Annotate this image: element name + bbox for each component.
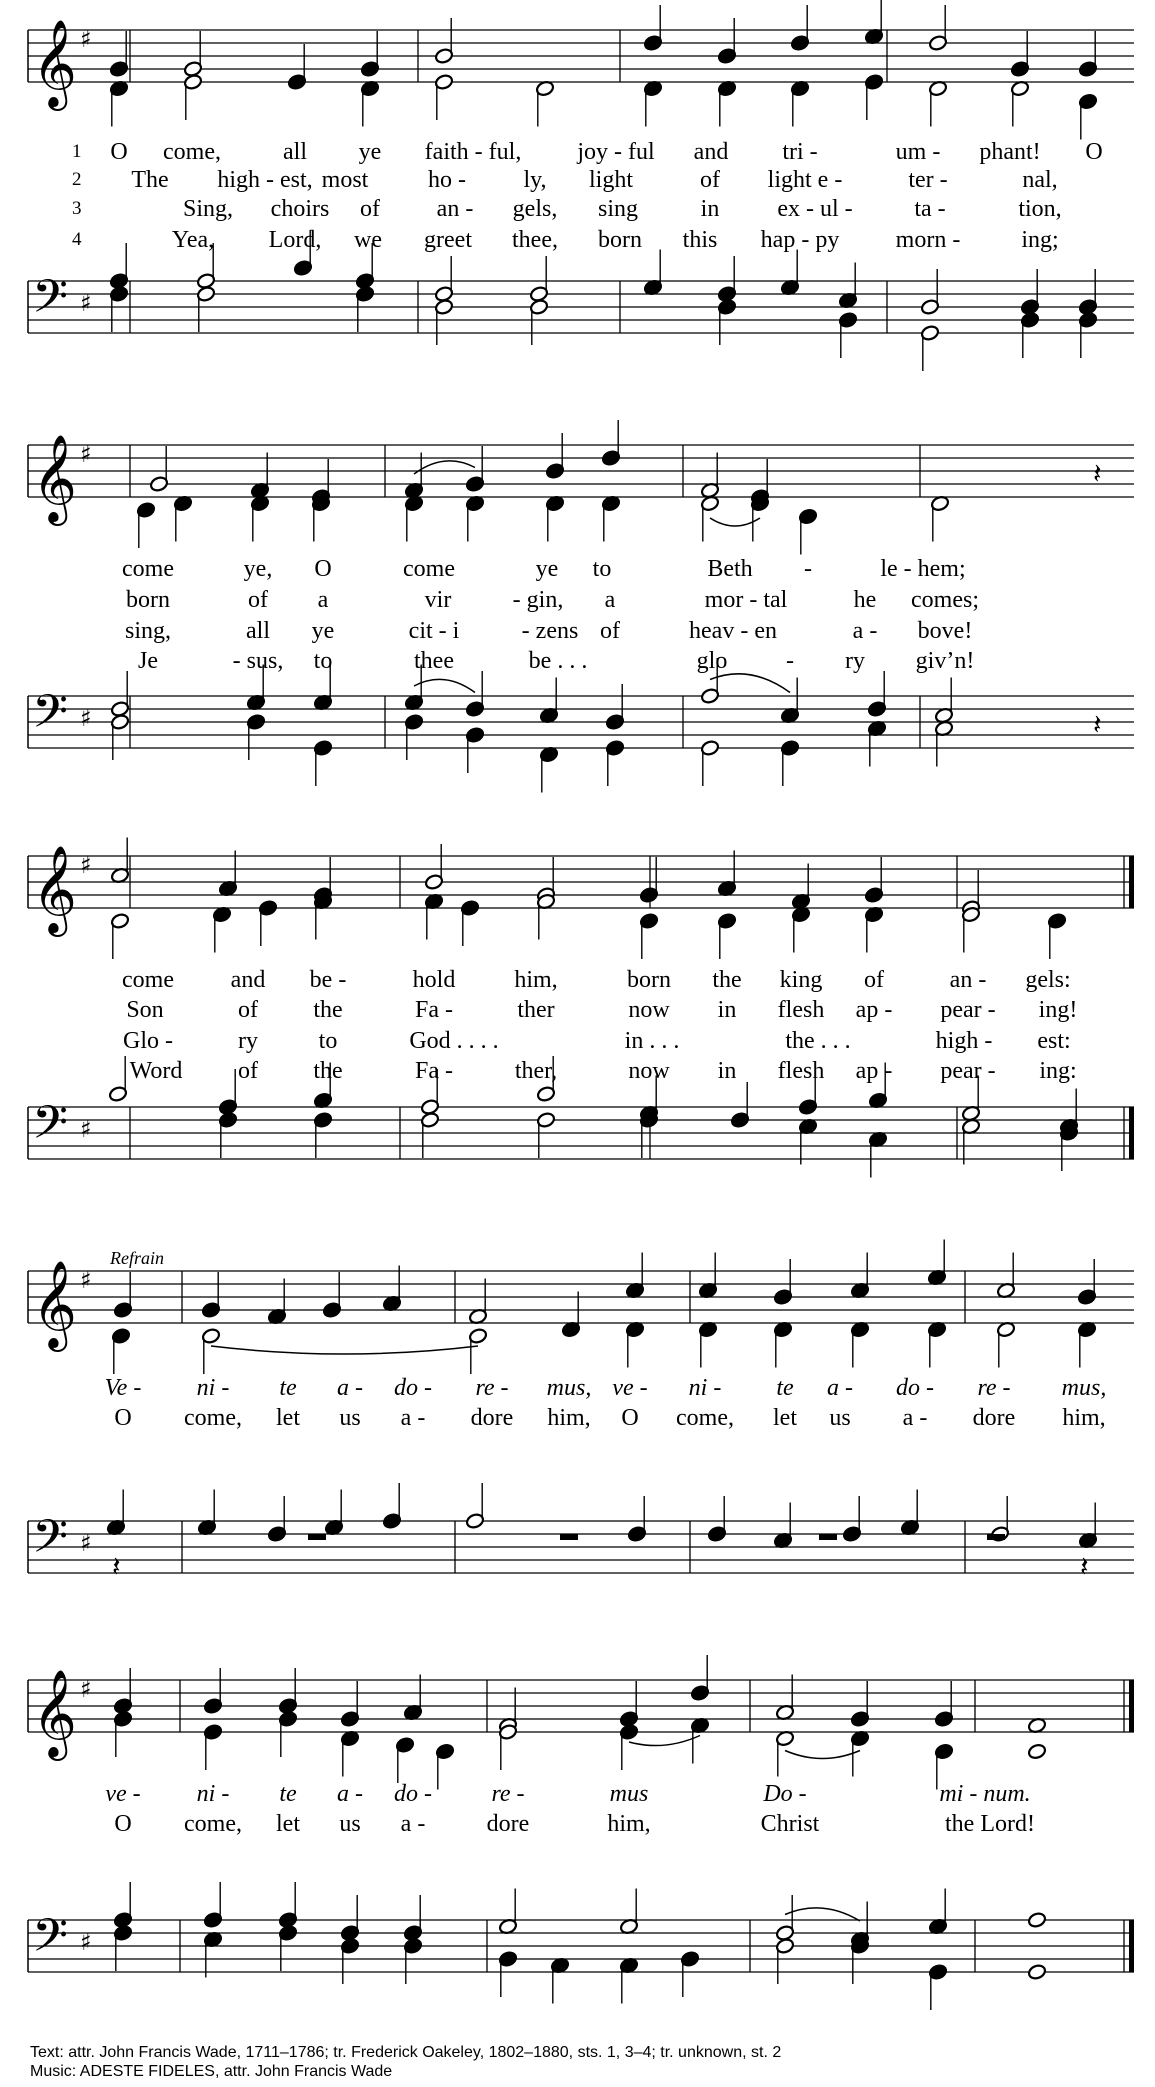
lyric-syllable: ing! — [1038, 997, 1078, 1023]
note-head — [1027, 1743, 1047, 1760]
lyric-syllable: ther — [517, 997, 555, 1023]
lyric-syllable: an - — [949, 967, 987, 993]
final-barline-thick — [1129, 1680, 1134, 1732]
refrain-label: Refrain — [110, 1248, 164, 1268]
lyric-syllable: te — [279, 1781, 297, 1807]
lyric-syllable: come, — [184, 1811, 242, 1837]
lyric-syllable: a - — [902, 1405, 928, 1431]
lyric-syllable: the Lord! — [945, 1811, 1035, 1837]
lyric-syllable: let — [276, 1811, 300, 1837]
lyric-syllable: est: — [1037, 1028, 1071, 1054]
lyric-syllable: ye — [358, 139, 382, 165]
whole-rest-icon — [560, 1534, 578, 1540]
lyric-syllable: mus — [609, 1781, 649, 1807]
stanza-number-3: 3 — [72, 198, 82, 219]
key-signature-sharp-icon: ♯ — [80, 1928, 92, 1956]
lyric-syllable: in — [717, 1058, 737, 1084]
whole-rest-icon — [819, 1534, 837, 1540]
lyric-syllable: ni - — [688, 1375, 722, 1401]
slur — [211, 1346, 478, 1354]
lyric-syllable: do - — [394, 1781, 432, 1807]
lyric-syllable: comes; — [911, 587, 979, 613]
lyric-syllable: O — [621, 1405, 639, 1431]
lyric-syllable: let — [276, 1405, 300, 1431]
lyric-syllable: - gin, — [512, 587, 564, 613]
lyric-syllable: tri - — [782, 139, 818, 165]
stanza-number-2: 2 — [72, 169, 82, 190]
lyric-syllable: le - hem; — [880, 556, 966, 582]
lyric-syllable: this — [682, 227, 718, 253]
lyric-syllable: O — [1085, 139, 1103, 165]
lyric-syllable: ap - — [855, 1058, 893, 1084]
lyric-syllable: - sus, — [232, 648, 284, 674]
lyric-syllable: of — [864, 967, 884, 993]
treble-clef-icon: 𝄞 — [32, 1668, 77, 1757]
lyric-syllable: to — [318, 1028, 338, 1054]
lyric-syllable: of — [238, 997, 258, 1023]
lyric-syllable: ye — [311, 618, 335, 644]
lyric-syllable: come, — [163, 139, 221, 165]
lyric-syllable: Fa - — [415, 997, 453, 1023]
lyric-syllable: of — [600, 618, 620, 644]
bass-clef-icon: 𝄢 — [32, 270, 69, 335]
key-signature-sharp-icon: ♯ — [80, 1115, 92, 1143]
lyric-syllable: and — [693, 139, 729, 165]
lyric-syllable: vir — [424, 587, 452, 613]
lyric-syllable: ni - — [196, 1375, 230, 1401]
lyric-syllable: te — [776, 1375, 794, 1401]
lyric-syllable: Beth — [707, 556, 753, 582]
lyric-syllable: te — [279, 1375, 297, 1401]
lyric-syllable: him, — [547, 1405, 591, 1431]
lyric-syllable: flesh — [777, 997, 825, 1023]
lyric-syllable: um - — [895, 139, 941, 165]
credits — [30, 2043, 781, 2081]
lyric-syllable: ap - — [855, 997, 893, 1023]
lyric-syllable: Lord, — [268, 227, 322, 253]
stanza-number-1: 1 — [72, 141, 82, 162]
music-credit: Music: ADESTE FIDELES, attr. John Francis Wade — [30, 2063, 393, 2080]
lyric-syllable: thee, — [512, 227, 558, 253]
lyric-syllable: in — [700, 196, 720, 222]
lyric-syllable: to — [313, 648, 333, 674]
lyric-syllable: O — [314, 556, 332, 582]
final-barline-thick — [1129, 1920, 1134, 1972]
lyric-syllable: dore — [972, 1405, 1016, 1431]
quarter-rest-icon: 𝄽 — [1093, 708, 1102, 741]
slur — [785, 1908, 860, 1921]
lyric-syllable: joy - ful — [577, 139, 655, 165]
lyric-syllable: the . . . — [785, 1028, 851, 1054]
whole-rest-icon — [987, 1534, 1005, 1540]
treble-clef-icon: 𝄞 — [32, 844, 77, 933]
lyric-syllable: king — [779, 967, 823, 993]
lyric-syllable: a - — [852, 618, 878, 644]
key-signature-sharp-icon: ♯ — [80, 851, 92, 879]
lyric-syllable: born — [126, 587, 170, 613]
lyric-syllable: a - — [400, 1811, 426, 1837]
final-barline-thick — [1129, 856, 1134, 908]
whole-rest-icon — [308, 1534, 326, 1540]
lyric-syllable: thee — [414, 648, 454, 674]
lyric-syllable: high - — [935, 1028, 993, 1054]
lyric-syllable: ve - — [612, 1375, 648, 1401]
lyric-syllable: gels, — [512, 196, 558, 222]
bass-clef-icon: 𝄢 — [32, 1096, 69, 1161]
lyric-syllable: high - est, — [217, 167, 313, 193]
lyric-syllable: he — [853, 587, 877, 613]
lyric-syllable: - — [804, 556, 812, 582]
lyric-syllable: and — [230, 967, 266, 993]
treble-clef-icon: 𝄞 — [32, 18, 77, 107]
lyric-syllable: dore — [470, 1405, 514, 1431]
lyric-syllable: ing: — [1039, 1058, 1077, 1084]
lyric-syllable: ve - — [105, 1781, 141, 1807]
key-signature-sharp-icon: ♯ — [80, 289, 92, 317]
lyric-syllable: ni - — [196, 1781, 230, 1807]
lyric-syllable: mus, — [546, 1375, 592, 1401]
lyric-syllable: come, — [676, 1405, 734, 1431]
lyric-syllable: re - — [977, 1375, 1011, 1401]
lyric-syllable: of — [238, 1058, 258, 1084]
lyric-syllable: Yea, — [171, 227, 215, 253]
lyric-syllable: heav - en — [689, 618, 777, 644]
lyric-syllable: us — [339, 1405, 361, 1431]
key-signature-sharp-icon: ♯ — [80, 704, 92, 732]
lyric-syllable: ry — [845, 648, 865, 674]
lyric-syllable: Glo - — [123, 1028, 173, 1054]
lyric-syllable: pear - — [940, 997, 996, 1023]
lyric-syllable: come — [403, 556, 455, 582]
lyric-syllable: The — [131, 167, 169, 193]
quarter-rest-icon: 𝄽 — [1080, 1550, 1089, 1583]
lyric-syllable: the — [712, 967, 742, 993]
text-credit: Text: attr. John Francis Wade, 1711–1786; tr. Frederick Oakeley, 1802–1880, sts. 1, 3–4; tr. unknown, st. 2 — [30, 2044, 782, 2061]
lyric-syllable: - — [786, 648, 794, 674]
lyric-syllable: light e - — [767, 167, 843, 193]
bass-clef-icon: 𝄢 — [32, 685, 69, 750]
lyric-syllable: us — [339, 1811, 361, 1837]
lyric-syllable: mi - num. — [939, 1781, 1031, 1807]
lyric-syllable: ho - — [428, 167, 466, 193]
lyric-syllable: of — [360, 196, 380, 222]
key-signature-sharp-icon: ♯ — [80, 1675, 92, 1703]
slur — [785, 1751, 860, 1759]
slur — [629, 1736, 700, 1746]
lyric-syllable: hap - py — [760, 227, 840, 253]
lyric-syllable: now — [628, 1058, 670, 1084]
lyric-syllable: of — [700, 167, 720, 193]
lyric-syllable: let — [773, 1405, 797, 1431]
lyric-syllable: be - — [309, 967, 347, 993]
lyric-syllable: phant! — [979, 139, 1041, 165]
lyric-syllable: the — [313, 1058, 343, 1084]
note-head — [1027, 1963, 1047, 1980]
key-signature-sharp-icon: ♯ — [80, 1529, 92, 1557]
lyric-syllable: bove! — [917, 618, 973, 644]
lyric-syllable: glo — [696, 648, 728, 674]
lyric-syllable: re - — [475, 1375, 509, 1401]
lyric-syllable: Je — [138, 648, 158, 674]
lyric-syllable: a - — [400, 1405, 426, 1431]
lyric-syllable: Fa - — [415, 1058, 453, 1084]
lyric-syllable: him, — [607, 1811, 651, 1837]
lyric-syllable: Christ — [760, 1811, 820, 1837]
lyric-syllable: come — [122, 967, 174, 993]
lyric-syllable: ther, — [514, 1058, 558, 1084]
lyric-syllable: pear - — [940, 1058, 996, 1084]
lyric-syllable: mus, — [1061, 1375, 1107, 1401]
lyric-syllable: - zens — [521, 618, 579, 644]
quarter-rest-icon: 𝄽 — [1093, 457, 1102, 490]
lyric-syllable: all — [246, 618, 270, 644]
lyric-syllable: O — [114, 1405, 132, 1431]
lyric-syllable: all — [283, 139, 307, 165]
treble-clef-icon: 𝄞 — [32, 1259, 77, 1348]
lyric-syllable: greet — [424, 227, 472, 253]
note-head — [1027, 1911, 1047, 1928]
lyric-syllable: a - — [827, 1375, 853, 1401]
lyric-syllable: ta - — [914, 196, 946, 222]
lyric-syllable: in — [717, 997, 737, 1023]
lyric-syllable: most — [321, 167, 369, 193]
slur — [710, 674, 790, 693]
lyric-syllable: do - — [896, 1375, 934, 1401]
lyric-syllable: be . . . — [528, 648, 588, 674]
lyric-syllable: Word — [129, 1058, 183, 1084]
key-signature-sharp-icon: ♯ — [80, 440, 92, 468]
lyric-syllable: nal, — [1022, 167, 1058, 193]
lyric-syllable: Ve - — [104, 1375, 142, 1401]
lyric-syllable: giv’n! — [915, 648, 975, 674]
lyric-syllable: a - — [337, 1781, 363, 1807]
lyric-syllable: of — [248, 587, 268, 613]
lyric-syllable: ter - — [908, 167, 948, 193]
treble-clef-icon: 𝄞 — [32, 433, 77, 522]
lyric-syllable: the — [313, 997, 343, 1023]
lyric-syllable: now — [628, 997, 670, 1023]
lyric-syllable: to — [592, 556, 612, 582]
bass-clef-icon: 𝄢 — [32, 1909, 69, 1974]
lyric-syllable: hold — [412, 967, 456, 993]
lyric-syllable: him, — [514, 967, 558, 993]
lyric-syllable: Do - — [763, 1781, 807, 1807]
lyric-syllable: a — [604, 587, 616, 613]
lyric-syllable: Son — [126, 997, 164, 1023]
lyric-syllable: ye, — [243, 556, 273, 582]
stanza-number-4: 4 — [72, 229, 82, 250]
key-signature-sharp-icon: ♯ — [80, 1266, 92, 1294]
lyric-syllable: flesh — [777, 1058, 825, 1084]
lyric-syllable: tion, — [1018, 196, 1062, 222]
lyric-syllable: ry — [238, 1028, 258, 1054]
lyric-syllable: ye — [535, 556, 559, 582]
lyric-syllable: cit - i — [408, 618, 460, 644]
lyric-syllable: born — [627, 967, 671, 993]
lyric-syllable: him, — [1062, 1405, 1106, 1431]
lyric-syllable: gels: — [1025, 967, 1071, 993]
lyric-syllable: an - — [436, 196, 474, 222]
lyric-syllable: ly, — [523, 167, 547, 193]
lyric-syllable: Sing, — [182, 196, 234, 222]
lyric-syllable: ex - ul - — [777, 196, 853, 222]
lyric-syllable: we — [354, 227, 382, 253]
lyric-syllable: a — [317, 587, 329, 613]
key-signature-sharp-icon: ♯ — [80, 25, 92, 53]
lyric-syllable: re - — [491, 1781, 525, 1807]
lyric-syllable: mor - tal — [704, 587, 788, 613]
lyric-syllable: come — [122, 556, 174, 582]
lyric-syllable: us — [829, 1405, 851, 1431]
slur — [414, 461, 475, 474]
lyric-syllable: born — [598, 227, 642, 253]
lyric-syllable: in . . . — [624, 1028, 680, 1054]
lyric-syllable: ing; — [1021, 227, 1059, 253]
lyric-syllable: a - — [337, 1375, 363, 1401]
lyric-syllable: come, — [184, 1405, 242, 1431]
lyric-syllable: sing — [597, 196, 639, 222]
quarter-rest-icon: 𝄽 — [112, 1550, 121, 1583]
final-barline-thick — [1129, 1107, 1134, 1159]
lyric-syllable: dore — [486, 1811, 530, 1837]
lyric-syllable: O — [114, 1811, 132, 1837]
lyric-syllable: light — [588, 167, 634, 193]
lyric-syllable: O — [110, 139, 128, 165]
slur — [414, 679, 475, 692]
bass-clef-icon: 𝄢 — [32, 1510, 69, 1575]
lyric-syllable: choirs — [270, 196, 330, 222]
lyric-syllable: God . . . . — [409, 1028, 499, 1054]
lyric-syllable: morn - — [895, 227, 961, 253]
lyric-syllable: do - — [394, 1375, 432, 1401]
lyric-syllable: faith - ful, — [424, 139, 522, 165]
lyric-syllable: sing, — [124, 618, 172, 644]
